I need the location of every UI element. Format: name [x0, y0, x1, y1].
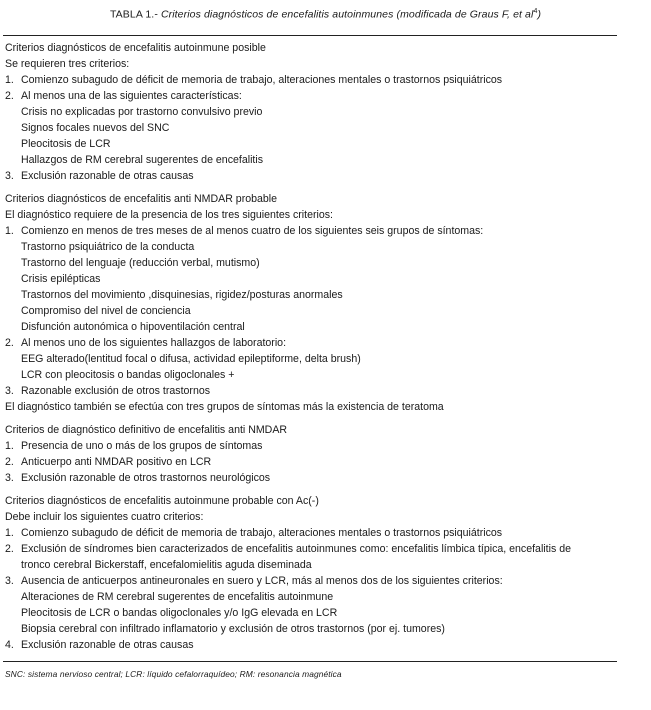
criterion-number: 4. — [5, 639, 14, 651]
top-rule — [3, 35, 617, 36]
criterion-number: 2. — [5, 90, 14, 102]
criterion-text: Exclusión de síndromes bien caracterizados de encefalitis autoinmunes como: encefalitis límbica típica, encefalitis de — [21, 543, 571, 555]
criterion-number: 3. — [5, 575, 14, 587]
criterion-number: 1. — [5, 440, 14, 452]
criterion-item — [5, 541, 617, 557]
section-note: El diagnóstico también se efectúa con tres grupos de síntomas más la existencia de teratoma — [5, 401, 444, 413]
table-title-prefix: TABLA 1.- — [109, 8, 158, 21]
section-intro: El diagnóstico requiere de la presencia de los tres siguientes criterios: — [5, 209, 333, 221]
sub-criterion: Hallazgos de RM cerebral sugerentes de encefalitis — [21, 154, 264, 166]
criterion-item — [5, 438, 617, 454]
criterion-text: Al menos uno de los siguientes hallazgos de laboratorio: — [21, 337, 287, 349]
section-heading: Criterios de diagnóstico definitivo de encefalitis anti NMDAR — [5, 424, 288, 436]
criterion-number: 1. — [5, 74, 14, 86]
sub-criterion: Biopsia cerebral con infiltrado inflamatorio y exclusión de otros trastornos (por ej. tumores) — [21, 623, 445, 635]
criterion-item — [5, 88, 617, 104]
criterion-text: Exclusión razonable de otras causas — [21, 639, 194, 651]
table-title — [0, 8, 651, 21]
section-heading: Criterios diagnósticos de encefalitis autoinmune posible — [5, 42, 266, 54]
sub-criterion: Alteraciones de RM cerebral sugerentes de encefalitis autoinmune — [21, 591, 334, 603]
section-intro: Debe incluir los siguientes cuatro criterios: — [5, 511, 204, 523]
criterion-text: Exclusión razonable de otras causas — [21, 170, 194, 182]
criterion-text: Comienzo en menos de tres meses de al menos cuatro de los siguientes seis grupos de síntomas: — [21, 225, 484, 237]
criterion-text: Razonable exclusión de otros trastornos — [21, 385, 211, 397]
criterion-number: 2. — [5, 337, 14, 349]
criterion-number: 3. — [5, 385, 14, 397]
sub-criterion: Compromiso del nivel de conciencia — [21, 305, 191, 317]
criterion-item — [5, 573, 617, 589]
criteria-body — [5, 40, 617, 653]
criterion-number: 3. — [5, 472, 14, 484]
criterion-text: Presencia de uno o más de los grupos de síntomas — [21, 440, 263, 452]
section-gap — [5, 415, 617, 422]
table-title-text: Criterios diagnósticos de encefalitis autoinmunes (modificada de Graus F, et al — [160, 8, 534, 21]
sub-criterion: EEG alterado(lentitud focal o difusa, actividad epileptiforme, delta brush) — [21, 353, 361, 365]
criterion-number: 1. — [5, 527, 14, 539]
criterion-text: Exclusión razonable de otros trastornos neurológicos — [21, 472, 271, 484]
section-heading: Criterios diagnósticos de encefalitis anti NMDAR probable — [5, 193, 278, 205]
sub-criterion: Disfunción autonómica o hipoventilación central — [21, 321, 245, 333]
criterion-item — [5, 525, 617, 541]
section-intro: Se requieren tres criterios: — [5, 58, 130, 70]
criterion-text: Comienzo subagudo de déficit de memoria de trabajo, alteraciones mentales o trastornos psiquiátricos — [21, 527, 503, 539]
sub-criterion: Crisis epilépticas — [21, 273, 101, 285]
criterion-item — [5, 470, 617, 486]
criterion-item — [5, 223, 617, 239]
criterion-item — [5, 168, 617, 184]
criterion-item — [5, 335, 617, 351]
criterion-text: Comienzo subagudo de déficit de memoria de trabajo, alteraciones mentales o trastornos psiquiátricos — [21, 74, 503, 86]
sub-criterion: LCR con pleocitosis o bandas oligoclonales + — [21, 369, 235, 381]
criterion-text: Ausencia de anticuerpos antineuronales en suero y LCR, más al menos dos de los siguientes criterios: — [21, 575, 503, 587]
criterion-continuation: tronco cerebral Bickerstaff, encefalomielitis aguda diseminada — [21, 559, 312, 571]
criterion-number: 1. — [5, 225, 14, 237]
criterion-text: Anticuerpo anti NMDAR positivo en LCR — [21, 456, 212, 468]
criterion-item — [5, 454, 617, 470]
sub-criterion: Trastorno psiquiátrico de la conducta — [21, 241, 195, 253]
table-footnote: SNC: sistema nervioso central; LCR: líquido cefalorraquídeo; RM: resonancia magnética — [5, 669, 342, 679]
section-heading: Criterios diagnósticos de encefalitis autoinmune probable con Ac(-) — [5, 495, 319, 507]
sub-criterion: Trastornos del movimiento ,disquinesias, rigidez/posturas anormales — [21, 289, 343, 301]
criterion-item — [5, 72, 617, 88]
sub-criterion: Crisis no explicadas por trastorno convulsivo previo — [21, 106, 263, 118]
section-gap — [5, 486, 617, 493]
criterion-number: 2. — [5, 456, 14, 468]
criterion-text: Al menos una de las siguientes características: — [21, 90, 242, 102]
sub-criterion: Trastorno del lenguaje (reducción verbal, mutismo) — [21, 257, 260, 269]
sub-criterion: Signos focales nuevos del SNC — [21, 122, 170, 134]
section-gap — [5, 184, 617, 191]
criterion-number: 3. — [5, 170, 14, 182]
sub-criterion: Pleocitosis de LCR o bandas oligoclonales y/o IgG elevada en LCR — [21, 607, 338, 619]
table-title-reference: 4 — [533, 8, 538, 15]
table-title-close: ) — [537, 8, 542, 21]
criterion-item — [5, 637, 617, 653]
bottom-rule — [3, 661, 617, 662]
sub-criterion: Pleocitosis de LCR — [21, 138, 111, 150]
criterion-item — [5, 383, 617, 399]
criterion-number: 2. — [5, 543, 14, 555]
